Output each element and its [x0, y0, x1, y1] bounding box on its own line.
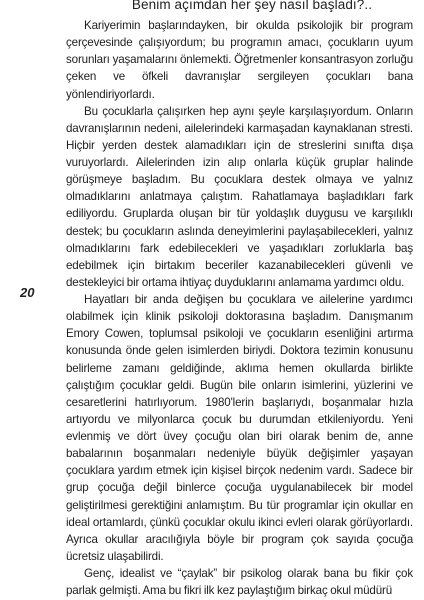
body-text	[66, 17, 413, 599]
page-number: 20	[20, 285, 35, 300]
paragraph: Kariyerimin başlarındayken, bir okulda psikolojik bir program çerçevesinde çalışıyordum; bu programın amacı, çocukların uyum sorunları yaşamalarını önlemekti. Öğretmenler konsantrasyon zorluğu çeken ve öfkeli davranışlar sergileyen çocukları bana yönlendiriyorlardı.	[66, 19, 413, 101]
paragraph: Hayatları bir anda değişen bu çocuklara ve ailelerine yardımcı olabilmek için klinik psikoloji doktorasına başladım. Danışmanım Emory Cowen, toplumsal psikoloji ve çocukların esenliğini artırma konusunda önde gelen isimlerden biriydi. Doktora tezimin konusunu belirleme zamanı geldiğinde, aklıma hemen okullarda birlikte çalıştığım çocuklar geldi. Bugün bile onların isimlerini, yüzlerini ve cesaretlerini hatırlıyorum. 1980'lerin başlarıydı, boşanmalar hızla artıyordu ve milyonlarca çocuk bu durumdan etkileniyordu. Yeni evlenmiş ve dört üvey çocuğu olan biri olarak benim de, anne babalarının boşanmaları nedeniyle büyük değişimler yaşayan çocuklara yardım etmek için kişisel birçok nedenim vardı. Sadece bir grup çocuğa değil binlerce çocuğa uygulanabilecek bir model geliştirilmesi gerektiğini anlamıştım. Bu tür programlar için okullar en ideal ortamlardı, çünkü çocuklar okulu ikinci evleri olarak görüyorlardı. Ayrıca okullar aracılığıyla böyle bir program çok sayıda çocuğa ücretsiz ulaşabilirdi.	[66, 293, 413, 563]
running-head: Benim açımdan her şey nasıl başladı?..	[131, 0, 373, 12]
paragraph: Bu çocuklarla çalışırken hep aynı şeyle karşılaşıyordum. Onların davranışlarının nedeni, ailelerindeki karmaşadan kaynaklanan stresti. Hiçbir yerden destek alamadıkları için de streslerini sınıfta dışa vuruyorlardı. Ailelerinden izin alıp onlarla küçük gruplar halinde görüşmeye başladım. Bu çocuklara destek olmaya ve yalnız olmadıklarını anlatmaya çalıştım. Rahatlamaya başladıkları fark ediliyordu. Gruplarda oluşan bir tür yoldaşlık duygusu ve karşılıklı destek; bu çocukların aslında deneyimlerini paylaşabilecekleri, yalnız olmadıklarını fark edebilecekleri ve yaşadıkları zorluklarla baş edebilmek için birtakım beceriler kazanabilecekleri güvenli ve destekleyici bir ortama ihtiyaç duyduklarını anlamama yardımcı oldu.	[66, 104, 413, 289]
paragraph: Genç, idealist ve “çaylak” bir psikolog olarak bana bu fikir çok parlak gelmişti. Ama bu fikri ilk kez paylaştığım birkaç okul müdürü	[66, 567, 413, 598]
